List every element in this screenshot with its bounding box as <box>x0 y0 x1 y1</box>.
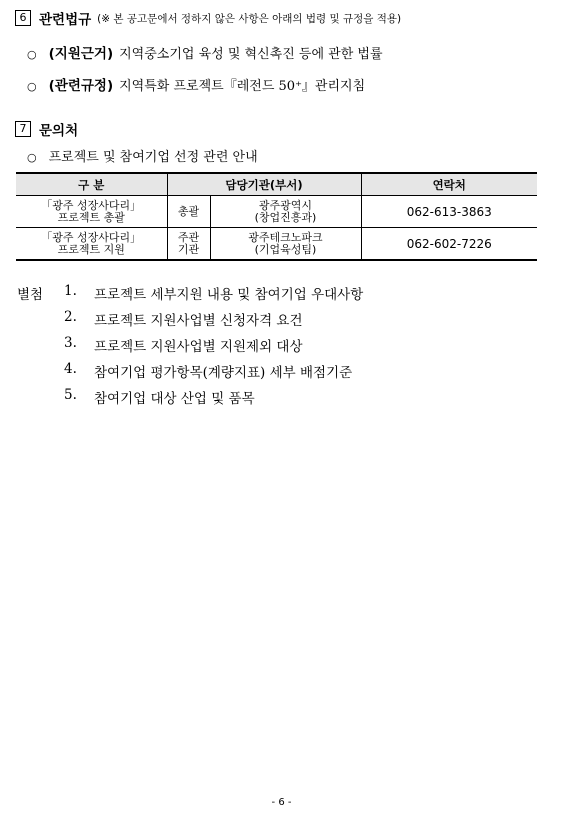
annex-item <box>64 283 363 303</box>
role-line: 주관 <box>177 230 200 244</box>
organization-cell <box>210 196 361 228</box>
section-6-heading <box>15 8 401 28</box>
page-number: - 6 - <box>271 797 292 808</box>
bullet-circle-icon: ○ <box>27 48 37 61</box>
org-line: 광주광역시 <box>258 198 313 212</box>
annex-text: 참여기업 평가항목(계량지표) 세부 배점기준 <box>94 365 353 381</box>
list-item <box>27 42 383 62</box>
annex-item <box>64 335 303 355</box>
bullet-circle-icon: ○ <box>27 80 37 93</box>
table-header-row <box>16 173 537 196</box>
annex-text: 프로젝트 지원사업별 지원제외 대상 <box>94 339 303 355</box>
section-title: 문의처 <box>39 123 79 139</box>
phone-cell: 062-613-3863 <box>361 196 537 228</box>
category-cell <box>16 228 167 261</box>
org-line: (기업육성팀) <box>254 242 317 256</box>
item-label: (관련규정) <box>48 78 114 94</box>
annex-text: 프로젝트 세부지원 내용 및 참여기업 우대사항 <box>94 287 364 303</box>
annex-number: 2. <box>64 309 77 325</box>
annex-item <box>64 361 352 381</box>
annex-item <box>64 387 255 407</box>
table-row <box>16 196 537 228</box>
phone-cell: 062-602-7226 <box>361 228 537 261</box>
annex-number: 5. <box>64 387 77 403</box>
header-category: 구 분 <box>16 173 167 196</box>
list-item <box>27 74 365 94</box>
section-title: 관련법규 <box>39 12 92 28</box>
category-line: 「광주 성장사다리」 <box>41 230 142 244</box>
annex-text: 참여기업 대상 산업 및 품목 <box>94 391 255 407</box>
organization-cell <box>210 228 361 261</box>
section-7-heading <box>15 119 84 139</box>
header-organization: 담당기관(부서) <box>167 173 361 196</box>
annex-item <box>64 309 303 329</box>
bullet-circle-icon: ○ <box>27 151 37 164</box>
org-line: 광주테크노파크 <box>248 230 323 244</box>
category-cell <box>16 196 167 228</box>
table-row <box>16 228 537 261</box>
annex-label: 별첨 <box>17 287 44 303</box>
item-text: 지역중소기업 육성 및 혁신촉진 등에 관한 법률 <box>119 47 383 62</box>
annex-text: 프로젝트 지원사업별 신청자격 요건 <box>94 313 303 329</box>
annex-number: 1. <box>64 283 77 299</box>
annex-number: 4. <box>64 361 77 377</box>
category-line: 프로젝트 총괄 <box>57 210 125 224</box>
section-number-box: 6 <box>15 10 31 26</box>
list-item <box>27 146 258 165</box>
role-text: 총괄 <box>177 204 200 218</box>
section-number-box: 7 <box>15 121 31 137</box>
item-label: (지원근거) <box>48 46 114 62</box>
category-line: 프로젝트 지원 <box>57 242 125 256</box>
role-line: 기관 <box>177 242 200 256</box>
org-line: (창업진흥과) <box>254 210 317 224</box>
annex-number: 3. <box>64 335 77 351</box>
role-cell <box>167 228 210 261</box>
role-cell <box>167 196 210 228</box>
contact-table <box>16 172 537 261</box>
category-line: 「광주 성장사다리」 <box>41 198 142 212</box>
item-text: 프로젝트 및 참여기업 선정 관련 안내 <box>48 150 258 165</box>
section-note: (※ 본 공고문에서 정하지 않은 사항은 아래의 법령 및 규정을 적용) <box>97 12 402 25</box>
item-text: 지역특화 프로젝트『레전드 50⁺』관리지침 <box>119 79 366 94</box>
header-contact: 연락처 <box>361 173 537 196</box>
